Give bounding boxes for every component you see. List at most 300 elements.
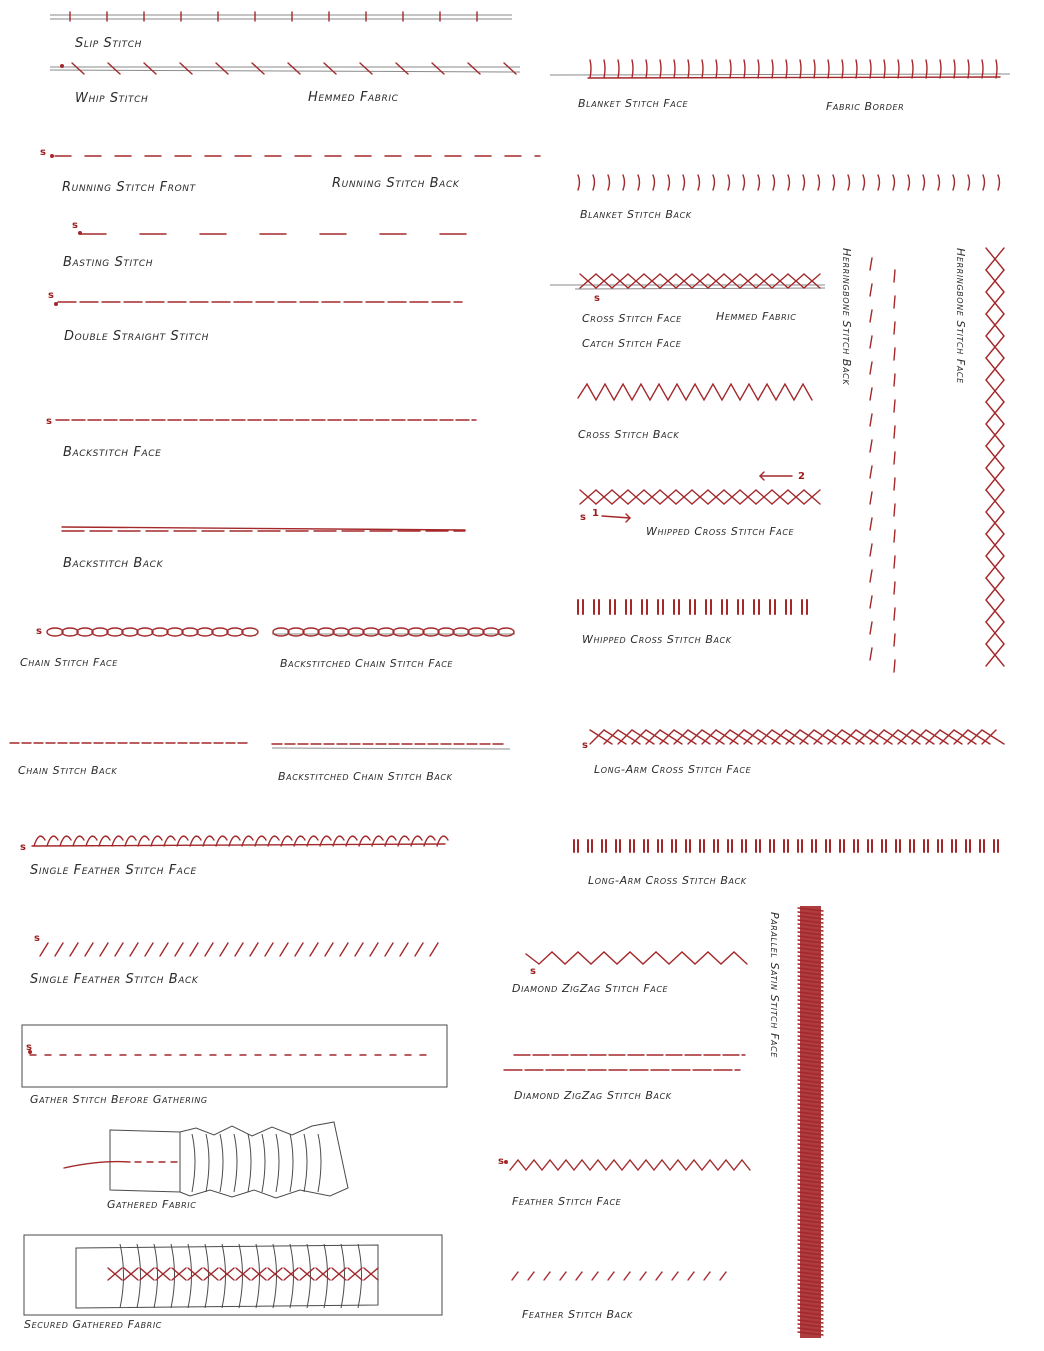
feather-arm — [734, 1160, 742, 1170]
thread-stitch — [62, 527, 465, 530]
blanket-loop — [660, 60, 661, 78]
feather-arm — [678, 1160, 686, 1170]
herringbone-stitch-back-sample — [870, 258, 895, 672]
thread-stitch — [295, 943, 303, 956]
feather-arc — [177, 836, 188, 846]
feather-arm — [718, 1160, 726, 1170]
start-marker: s — [594, 293, 600, 304]
thread-stitch — [870, 336, 872, 348]
thread-stitch — [640, 1272, 646, 1280]
feather-arm — [686, 1160, 694, 1170]
thread-stitch — [953, 175, 955, 190]
label-running-stitch-front: Running Stitch Front — [62, 180, 196, 195]
feather-arm — [606, 1160, 614, 1170]
chain-loop — [182, 628, 198, 636]
label-diamond-zigzag-stitch-back: Diamond ZigZag Stitch Back — [514, 1089, 672, 1102]
start-marker: s — [26, 1042, 32, 1053]
label-running-stitch-back: Running Stitch Back — [332, 176, 460, 191]
thread-stitch — [893, 175, 895, 190]
start-marker: s — [40, 147, 46, 158]
thread-stitch — [870, 596, 872, 608]
blanket-loop — [954, 60, 955, 78]
thread-stitch — [870, 648, 872, 660]
slip-stitch-sample — [50, 12, 512, 21]
blanket-loop — [842, 60, 843, 78]
thread-stitch — [430, 943, 438, 956]
label-single-feather-stitch-back: Single Feather Stitch Back — [30, 972, 199, 987]
thread-stitch — [396, 63, 408, 74]
label-backstitched-chain-stitch-face: Backstitched Chain Stitch Face — [280, 657, 454, 670]
long-arm-cross-stitch-back-sample — [574, 840, 998, 852]
blanket-loop — [814, 60, 815, 78]
fabric-rectangle — [22, 1025, 447, 1087]
label-single-feather-stitch-face: Single Feather Stitch Face — [30, 863, 197, 878]
backstitch-line — [272, 748, 510, 749]
feather-arm — [726, 1160, 734, 1170]
thread-stitch — [528, 1272, 534, 1280]
thread-stitch — [175, 943, 183, 956]
backstitched-chain-stitch-face-sample — [272, 628, 515, 636]
feather-stitch-back-sample — [512, 1272, 726, 1280]
thread-stitch — [998, 175, 1000, 190]
thread-stitch — [894, 374, 895, 386]
thread-stitch — [55, 943, 63, 956]
thread-stitch — [894, 452, 895, 464]
blanket-loop — [702, 60, 703, 78]
chain-loop — [468, 628, 484, 636]
chain-loop — [47, 628, 63, 636]
thread-stitch — [894, 608, 895, 620]
thread-stitch — [100, 943, 108, 956]
feather-arm — [534, 1160, 542, 1170]
whip-stitch-sample — [50, 63, 520, 74]
thread-stitch — [235, 943, 243, 956]
feather-arm — [526, 1160, 534, 1170]
thread-stitch — [70, 943, 78, 956]
thread-stitch — [355, 943, 363, 956]
start-dot — [50, 154, 54, 158]
thread-stitch — [968, 175, 970, 190]
label-slip-stitch: Slip Stitch — [75, 36, 143, 51]
thread-tail — [64, 1162, 130, 1168]
gathered-fabric-sample — [64, 1122, 348, 1198]
feather-arm — [710, 1160, 718, 1170]
fabric-fold — [358, 1244, 362, 1308]
thread-stitch — [578, 175, 580, 190]
double-straight-stitch-sample — [54, 302, 462, 306]
feather-arc — [86, 836, 97, 846]
thread-stitch — [894, 660, 895, 672]
feather-arm — [654, 1160, 662, 1170]
label-long-arm-cross-stitch-back: Long-Arm Cross Stitch Back — [588, 874, 747, 887]
fabric-rectangle — [24, 1235, 442, 1315]
thread-stitch — [624, 1272, 630, 1280]
chain-loop — [438, 628, 454, 636]
feather-arm — [662, 1160, 670, 1170]
label-chain-stitch-face: Chain Stitch Face — [20, 656, 118, 669]
blanket-loop — [758, 60, 759, 78]
feather-arc — [164, 836, 175, 846]
thread-stitch — [688, 1272, 694, 1280]
feather-arc — [112, 836, 123, 846]
start-marker: s — [530, 966, 536, 977]
thread-stitch — [265, 943, 273, 956]
thread-baseline — [32, 844, 445, 846]
fabric-fold — [290, 1134, 293, 1192]
thread-stitch — [870, 284, 872, 296]
thread-stitch — [40, 943, 48, 956]
feather-arm — [622, 1160, 630, 1170]
thread-stitch — [870, 414, 872, 426]
blanket-loop — [590, 60, 591, 78]
fabric-fold — [304, 1134, 307, 1192]
diamond-zigzag-stitch-back-sample — [504, 1055, 745, 1070]
thread-stitch — [803, 175, 805, 190]
blanket-loop — [604, 60, 605, 78]
fabric-fold — [188, 1244, 192, 1308]
thread-stitch — [252, 63, 264, 74]
blanket-loop — [632, 60, 633, 78]
thread-stitch — [468, 63, 480, 74]
thread-stitch — [656, 1272, 662, 1280]
blanket-loop — [786, 60, 787, 78]
fabric-fold — [262, 1134, 265, 1192]
thread-stitch — [340, 943, 348, 956]
blanket-loop — [996, 60, 997, 78]
cross-stitch-face-sample — [550, 274, 825, 289]
chain-loop — [167, 628, 183, 636]
thread-stitch — [145, 943, 153, 956]
thread-stitch — [870, 518, 872, 530]
thread-stitch — [593, 175, 595, 190]
chain-loop — [77, 628, 93, 636]
label-herringbone-stitch-back: Herringbone Stitch Back — [840, 248, 853, 386]
blanket-loop — [870, 60, 871, 78]
chain-loop — [212, 628, 228, 636]
thread-stitch — [894, 400, 895, 412]
thread-baseline — [588, 77, 1000, 78]
start-marker: s — [36, 626, 42, 637]
start-marker: s — [498, 1156, 504, 1167]
blanket-loop — [898, 60, 899, 78]
thread-stitch — [400, 943, 408, 956]
backstitched-chain-stitch-back-sample — [272, 744, 510, 749]
fabric-fold — [120, 1244, 124, 1308]
thread-stitch — [85, 943, 93, 956]
label-feather-stitch-face: Feather Stitch Face — [512, 1195, 622, 1208]
label-backstitched-chain-stitch-back: Backstitched Chain Stitch Back — [278, 770, 453, 783]
chain-loop — [408, 628, 424, 636]
chain-loop — [62, 628, 78, 636]
label-secured-gathered-fabric: Secured Gathered Fabric — [24, 1318, 162, 1331]
fabric-fold — [171, 1244, 175, 1308]
thread-stitch — [894, 530, 895, 542]
herringbone-stitch-face-sample — [986, 248, 1004, 666]
label-fabric-border: Fabric Border — [826, 100, 905, 113]
thread-stitch — [923, 175, 925, 190]
feather-arm — [566, 1160, 574, 1170]
thread-stitch — [870, 570, 872, 582]
chain-loop — [288, 628, 304, 636]
label-diamond-zigzag-stitch-face: Diamond ZigZag Stitch Face — [512, 982, 669, 995]
direction-arrow-1 — [602, 516, 630, 518]
blanket-stitch-back-sample — [578, 175, 1000, 190]
fabric-fold — [318, 1134, 321, 1192]
chain-loop — [197, 628, 213, 636]
basting-stitch-sample — [78, 231, 466, 235]
step-1-marker: 1 — [592, 508, 599, 519]
label-hemmed-fabric-1: Hemmed Fabric — [308, 90, 399, 105]
blanket-loop — [856, 60, 857, 78]
feather-arc — [151, 836, 162, 846]
label-chain-stitch-back: Chain Stitch Back — [18, 764, 118, 777]
thread-stitch — [385, 943, 393, 956]
thread-stitch — [773, 175, 775, 190]
thread-stitch — [250, 943, 258, 956]
feather-arm — [558, 1160, 566, 1170]
thread-stitch — [894, 556, 895, 568]
blanket-loop — [800, 60, 801, 78]
thread-stitch — [560, 1272, 566, 1280]
thread-stitch — [788, 175, 790, 190]
thread-stitch — [324, 63, 336, 74]
thread-stitch — [623, 175, 625, 190]
start-marker: s — [34, 933, 40, 944]
zigzag-thread — [526, 952, 747, 964]
blanket-loop — [688, 60, 689, 78]
feather-arm — [702, 1160, 710, 1170]
thread-stitch — [743, 175, 745, 190]
label-double-straight-stitch: Double Straight Stitch — [64, 329, 210, 344]
stitch-drawings — [10, 12, 1010, 1338]
thread-stitch — [544, 1272, 550, 1280]
parallel-satin-stitch-face-sample — [798, 906, 823, 1338]
thread-stitch — [205, 943, 213, 956]
thread-stitch — [894, 634, 895, 646]
step-2-marker: 2 — [798, 471, 805, 482]
thread-stitch — [130, 943, 138, 956]
thread-stitch — [728, 175, 730, 190]
chain-loop — [107, 628, 123, 636]
feather-arm — [542, 1160, 550, 1170]
start-marker: s — [582, 740, 588, 751]
label-cross-stitch-face: Cross Stitch Face — [582, 312, 682, 325]
thread-stitch — [698, 175, 700, 190]
thread-stitch — [512, 1272, 518, 1280]
blanket-stitch-face-sample — [550, 60, 1010, 78]
blanket-loop — [982, 60, 983, 78]
start-marker: s — [72, 220, 78, 231]
label-backstitch-back: Backstitch Back — [63, 556, 164, 571]
chain-loop — [483, 628, 499, 636]
start-dot — [504, 1160, 508, 1164]
thread-stitch — [870, 492, 872, 504]
chain-stitch-face-sample — [47, 628, 258, 636]
thread-stitch — [160, 943, 168, 956]
feather-arm — [630, 1160, 638, 1170]
start-marker: s — [46, 416, 52, 427]
chain-loop — [152, 628, 168, 636]
thread-stitch — [608, 1272, 614, 1280]
thread-stitch — [72, 63, 84, 74]
feather-arc — [60, 836, 71, 846]
chain-loop — [92, 628, 108, 636]
label-backstitch-face: Backstitch Face — [63, 445, 162, 460]
thread-stitch — [870, 310, 872, 322]
whipped-cross-stitch-back-sample — [578, 600, 807, 614]
blanket-loop — [884, 60, 885, 78]
blanket-loop — [912, 60, 913, 78]
fabric-fold — [276, 1134, 279, 1192]
thread-stitch — [870, 258, 872, 270]
secured-gathered-fabric-sample — [24, 1235, 442, 1315]
thread-stitch — [310, 943, 318, 956]
feather-arm — [742, 1160, 750, 1170]
blanket-loop — [646, 60, 647, 78]
backstitch-back-sample — [62, 527, 465, 531]
thread-stitch — [415, 943, 423, 956]
thread-stitch — [870, 622, 872, 634]
thread-stitch — [894, 504, 895, 516]
thread-stitch — [325, 943, 333, 956]
gather-stitch-before-gathering-sample — [22, 1025, 447, 1087]
thread-stitch — [668, 175, 670, 190]
thread-stitch — [863, 175, 865, 190]
fabric-fold — [206, 1134, 209, 1192]
feather-stitch-face-sample — [504, 1160, 750, 1170]
thread-stitch — [894, 270, 895, 282]
thread-stitch — [638, 175, 640, 190]
thread-stitch — [190, 943, 198, 956]
cross-stitch-back-sample — [578, 384, 812, 400]
feather-arc — [99, 836, 110, 846]
fabric-fold — [220, 1134, 223, 1192]
label-cross-stitch-back: Cross Stitch Back — [578, 428, 680, 441]
feather-arm — [510, 1160, 518, 1170]
chain-loop — [393, 628, 409, 636]
label-basting-stitch: Basting Stitch — [63, 255, 154, 270]
thread-stitch — [983, 175, 985, 190]
feather-arm — [550, 1160, 558, 1170]
chain-loop — [137, 628, 153, 636]
fabric-fold — [234, 1134, 237, 1192]
label-whipped-cross-stitch-face: Whipped Cross Stitch Face — [646, 525, 795, 538]
label-gathered-fabric: Gathered Fabric — [107, 1198, 197, 1211]
blanket-loop — [744, 60, 745, 78]
thread-stitch — [115, 943, 123, 956]
label-blanket-stitch-face: Blanket Stitch Face — [578, 97, 689, 110]
thread-stitch — [108, 63, 120, 74]
start-dot — [54, 302, 58, 306]
thread-stitch — [870, 544, 872, 556]
chain-loop — [348, 628, 364, 636]
thread-stitch — [608, 175, 610, 190]
chain-loop — [273, 628, 289, 636]
thread-stitch — [592, 1272, 598, 1280]
chain-loop — [122, 628, 138, 636]
thread-stitch — [870, 388, 872, 400]
whipped-cross-stitch-face-sample — [580, 472, 820, 522]
fabric-fold — [248, 1134, 251, 1192]
thread-stitch — [908, 175, 910, 190]
thread-stitch — [720, 1272, 726, 1280]
thread-stitch — [683, 175, 685, 190]
thread-stitch — [704, 1272, 710, 1280]
start-dot — [60, 64, 64, 68]
thread-stitch — [833, 175, 835, 190]
thread-stitch — [144, 63, 156, 74]
feather-arm — [646, 1160, 654, 1170]
thread-stitch — [180, 63, 192, 74]
thread-stitch — [672, 1272, 678, 1280]
blanket-loop — [716, 60, 717, 78]
label-blanket-stitch-back: Blanket Stitch Back — [580, 208, 692, 221]
thread-stitch — [894, 322, 895, 334]
blanket-loop — [926, 60, 927, 78]
thread-stitch — [576, 1272, 582, 1280]
thread-stitch — [894, 478, 895, 490]
thread-stitch — [360, 63, 372, 74]
chain-loop — [498, 628, 514, 636]
thread-stitch — [894, 296, 895, 308]
feather-arc — [34, 836, 45, 846]
feather-arm — [694, 1160, 702, 1170]
fabric-gathered — [180, 1122, 348, 1198]
blanket-loop — [618, 60, 619, 78]
chain-loop — [303, 628, 319, 636]
fabric-fold — [154, 1244, 158, 1308]
feather-arm — [574, 1160, 582, 1170]
zigzag-thread — [578, 384, 812, 400]
running-stitch-sample — [50, 154, 540, 158]
blanket-loop — [730, 60, 731, 78]
thread-stitch — [370, 943, 378, 956]
thread-stitch — [894, 582, 895, 594]
thread-stitch — [713, 175, 715, 190]
label-catch-stitch-face: Catch Stitch Face — [582, 337, 682, 350]
single-feather-stitch-face-sample — [32, 836, 448, 846]
label-herringbone-stitch-face: Herringbone Stitch Face — [954, 248, 967, 384]
feather-arc — [125, 836, 136, 846]
thread-stitch — [894, 426, 895, 438]
feather-arm — [638, 1160, 646, 1170]
chain-loop — [423, 628, 439, 636]
thread-stitch — [938, 175, 940, 190]
feather-arc — [73, 836, 84, 846]
thread-stitch — [432, 63, 444, 74]
feather-arm — [518, 1160, 526, 1170]
thread-stitch — [758, 175, 760, 190]
label-parallel-satin-stitch-face: Parallel Satin Stitch Face — [768, 912, 781, 1058]
diamond-zigzag-stitch-face-sample — [526, 952, 747, 964]
thread-stitch — [818, 175, 820, 190]
thread-stitch — [848, 175, 850, 190]
fabric-edge — [50, 70, 520, 72]
feather-arm — [670, 1160, 678, 1170]
thread-stitch — [220, 943, 228, 956]
thread-stitch — [653, 175, 655, 190]
thread-stitch — [280, 943, 288, 956]
chain-loop — [318, 628, 334, 636]
thread-stitch — [870, 362, 872, 374]
feather-arm — [590, 1160, 598, 1170]
single-feather-stitch-back-sample — [40, 943, 438, 956]
label-whipped-cross-stitch-back: Whipped Cross Stitch Back — [582, 633, 732, 646]
chain-loop — [453, 628, 469, 636]
feather-arc — [47, 836, 58, 846]
start-marker: s — [48, 290, 54, 301]
label-gather-stitch-before-gathering: Gather Stitch Before Gathering — [30, 1093, 208, 1106]
